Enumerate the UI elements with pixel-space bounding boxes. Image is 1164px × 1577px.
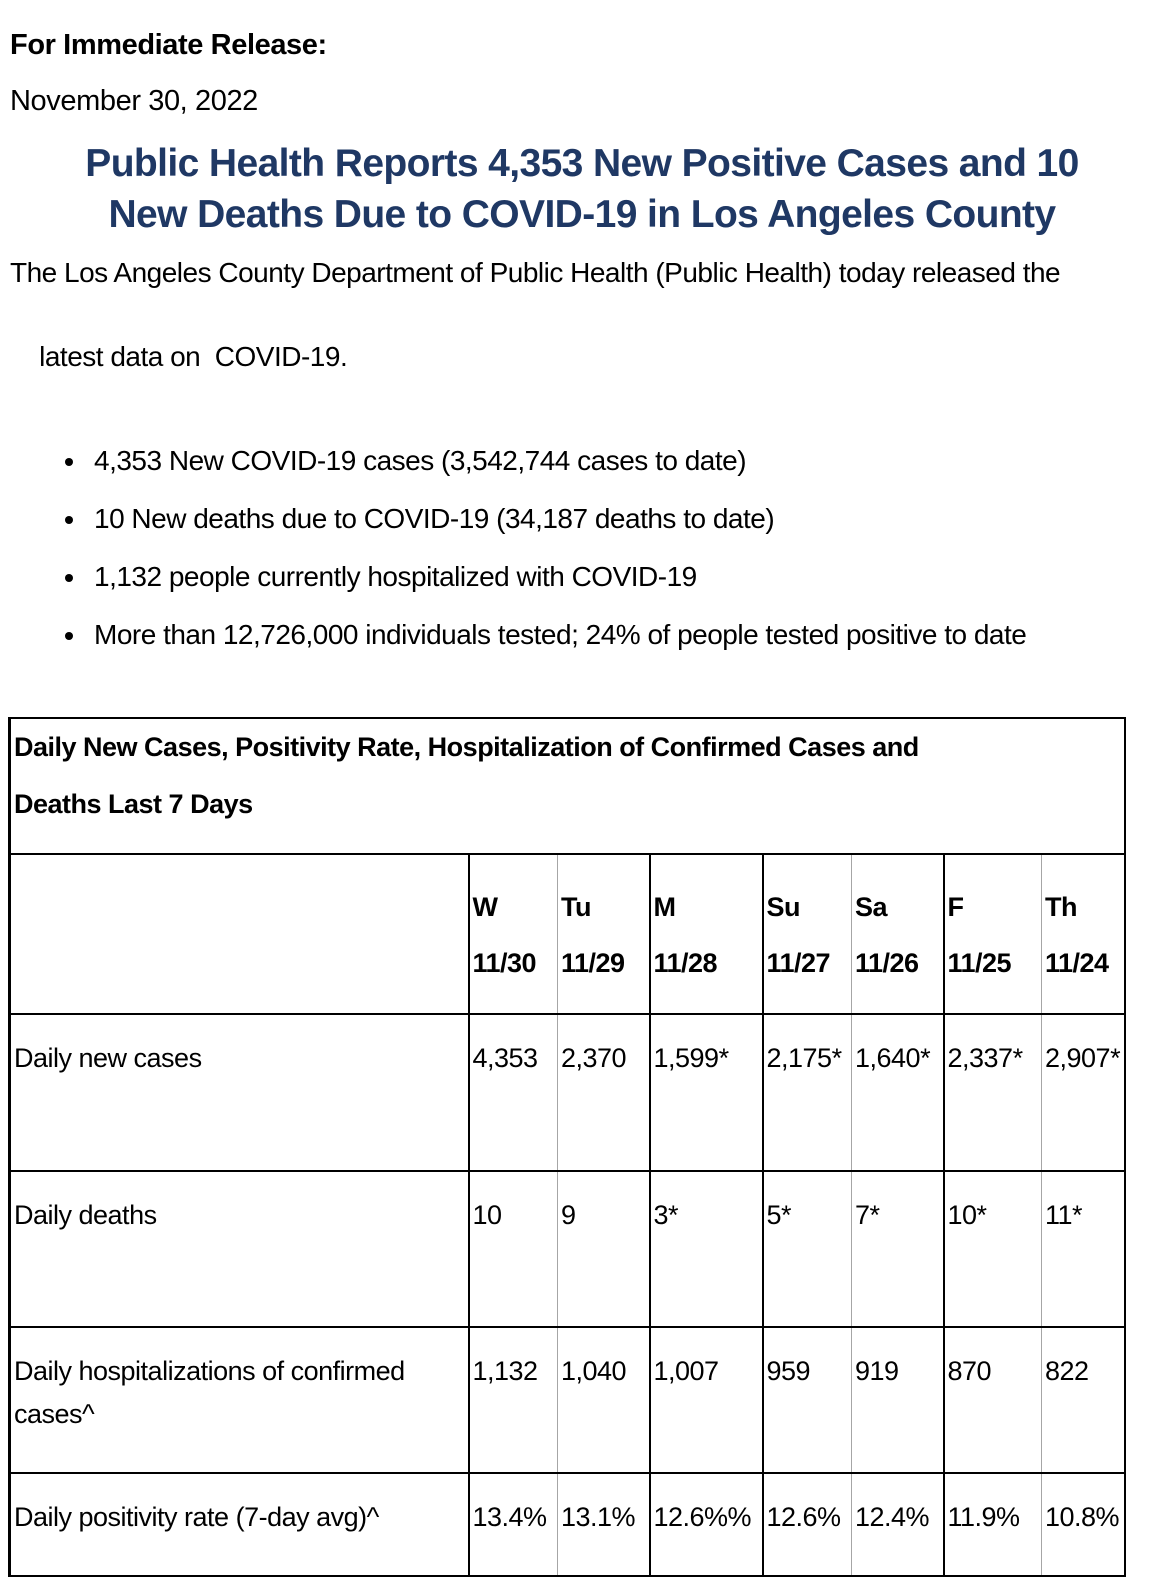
- cell: 10*: [944, 1171, 1042, 1327]
- row-label: Daily positivity rate (7-day avg)^: [10, 1473, 469, 1576]
- col-day: Sa: [855, 892, 888, 922]
- row-label: Daily hospitalizations of confirmed cases^: [10, 1327, 469, 1473]
- table-title: [10, 718, 1125, 854]
- col-day: Tu: [561, 892, 591, 922]
- header-empty-cell: [10, 854, 469, 1014]
- cell: 1,007: [650, 1327, 763, 1473]
- cell: 919: [852, 1327, 944, 1473]
- cell: 9: [558, 1171, 650, 1327]
- col-header-f: [944, 854, 1042, 1014]
- row-label: Daily deaths: [10, 1171, 469, 1327]
- col-day: Th: [1045, 892, 1077, 922]
- cell: 7*: [852, 1171, 944, 1327]
- page-title-line2: New Deaths Due to COVID-19 in Los Angeles County: [108, 193, 1056, 236]
- cell: 12.4%: [852, 1473, 944, 1576]
- page-title: [10, 138, 1154, 240]
- cell: 5*: [763, 1171, 852, 1327]
- page-title-line1: Public Health Reports 4,353 New Positive Cases and 10: [85, 142, 1079, 185]
- table-row-hospitalizations: [10, 1327, 1125, 1473]
- table-title-row: [10, 718, 1125, 854]
- table-row-deaths: [10, 1171, 1125, 1327]
- col-day: F: [947, 892, 964, 922]
- col-date: 11/29: [561, 948, 625, 978]
- daily-stats-table: [8, 717, 1126, 1577]
- col-date: 11/28: [653, 948, 718, 978]
- table-title-line2: Deaths Last 7 Days: [14, 789, 253, 819]
- cell: 2,370: [558, 1014, 650, 1171]
- bullet-new-deaths: • 10 New deaths due to COVID-19 (34,187 deaths to date): [88, 498, 1154, 539]
- bullet-tested: • More than 12,726,000 individuals tested; 24% of people tested positive to date: [88, 614, 1154, 655]
- col-day: W: [472, 892, 498, 922]
- col-date: 11/25: [947, 948, 1012, 978]
- col-day: Su: [766, 892, 801, 922]
- cell: 2,175*: [763, 1014, 852, 1171]
- cell: 1,132: [469, 1327, 558, 1473]
- release-label: For Immediate Release:: [10, 29, 327, 61]
- cell: 13.4%: [469, 1473, 558, 1576]
- cell: 11*: [1042, 1171, 1125, 1327]
- col-date: 11/27: [766, 948, 831, 978]
- row-label: Daily new cases: [10, 1014, 469, 1171]
- cell: 3*: [650, 1171, 763, 1327]
- cell: 2,907*: [1042, 1014, 1125, 1171]
- col-header-su: [763, 854, 852, 1014]
- table-row-new-cases: [10, 1014, 1125, 1171]
- cell: 11.9%: [944, 1473, 1042, 1576]
- cell: 10: [469, 1171, 558, 1327]
- cell: 1,599*: [650, 1014, 763, 1171]
- intro-line1: The Los Angeles County Department of Public Health (Public Health) today released the: [10, 257, 1061, 288]
- summary-bullet-list: [10, 440, 1154, 655]
- col-day: M: [653, 892, 676, 922]
- cell: 1,040: [558, 1327, 650, 1473]
- cell: 1,640*: [852, 1014, 944, 1171]
- table-row-positivity: [10, 1473, 1125, 1576]
- col-header-m: [650, 854, 763, 1014]
- table-header-row: [10, 854, 1125, 1014]
- release-date: November 30, 2022: [10, 85, 258, 117]
- cell: 870: [944, 1327, 1042, 1473]
- col-date: 11/24: [1045, 948, 1109, 978]
- col-header-tu: [558, 854, 650, 1014]
- col-date: 11/26: [855, 948, 919, 978]
- cell: 2,337*: [944, 1014, 1042, 1171]
- cell: 13.1%: [558, 1473, 650, 1576]
- intro-line2: latest data on COVID-19.: [39, 341, 348, 372]
- col-header-th: [1042, 854, 1125, 1014]
- cell: 959: [763, 1327, 852, 1473]
- col-header-w: [469, 854, 558, 1014]
- cell: 12.6%: [763, 1473, 852, 1576]
- col-date: 11/30: [472, 948, 537, 978]
- intro-paragraph: [10, 252, 1154, 420]
- cell: 10.8%: [1042, 1473, 1125, 1576]
- col-header-sa: [852, 854, 944, 1014]
- cell: 822: [1042, 1327, 1125, 1473]
- table-title-line1: Daily New Cases, Positivity Rate, Hospitalization of Confirmed Cases and: [14, 732, 919, 762]
- bullet-hospitalized: • 1,132 people currently hospitalized with COVID-19: [88, 556, 1154, 597]
- bullet-new-cases: • 4,353 New COVID-19 cases (3,542,744 cases to date): [88, 440, 1154, 481]
- cell: 12.6%%: [650, 1473, 763, 1576]
- cell: 4,353: [469, 1014, 558, 1171]
